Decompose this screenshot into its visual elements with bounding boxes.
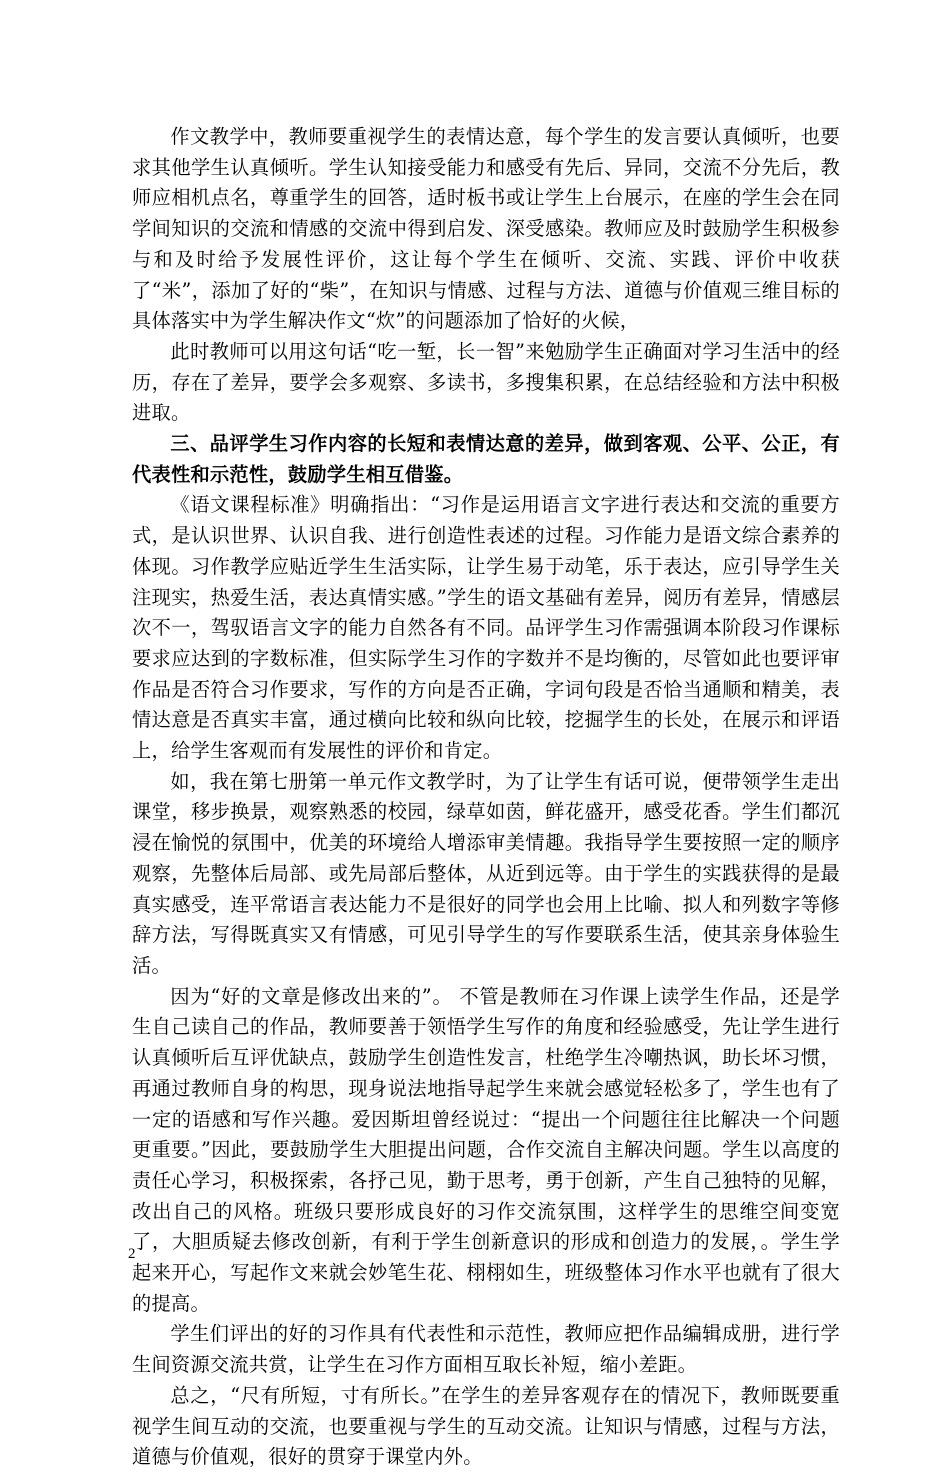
- section-heading-three: 三、品评学生习作内容的长短和表情达意的差异，做到客观、公平、公正，有代表性和示范性，鼓励学生相互借鉴。: [132, 432, 840, 486]
- paragraph-proverb-encouragement: 此时教师可以用这句话“吃一堑，长一智”来勉励学生正确面对学习生活中的经历，存在了差异，要学会多观察、多读书，多搜集积累，在总结经验和方法中积极进取。: [132, 339, 840, 425]
- paragraph-campus-observation-example: 如，我在第七册第一单元作文教学时，为了让学生有话可说，便带领学生走出课堂，移步换景，观察熟悉的校园，绿草如茵，鲜花盛开，感受花香。学生们都沉浸在愉悦的氛围中，优美的环境给人增添审美情趣。我指导学生要按照一定的顺序观察，先整体后局部、或先局部后整体，从近到远等。由于学生的实践获得的是最真实感受，连平常语言表达能力不是很好的同学也会用上比喻、拟人和列数字等修辞方法，写得既真实又有情感，可见引导学生的写作要联系生活，使其亲身体验生活。: [132, 769, 840, 977]
- paragraph-curriculum-standard: 《语文课程标准》明确指出：“习作是运用语言文字进行表达和交流的重要方式，是认识世界、认识自我、进行创造性表述的过程。习作能力是语文综合素养的体现。习作教学应贴近学生生活实际，让学生易于动笔，乐于表达，应引导学生关注现实，热爱生活，表达真情实感。”学生的语文基础有差异，阅历有差异，情感层次不一，驾驭语言文字的能力自然各有不同。品评学生习作需强调本阶段习作课标要求应达到的字数标准，但实际学生习作的字数并不是均衡的，尽管如此也要评审作品是否符合习作要求，写作的方向是否正确，字词句段是否恰当通顺和精美，表情达意是否真实丰富，通过横向比较和纵向比较，挖掘学生的长处，在展示和评语上，给学生客观而有发展性的评价和肯定。: [132, 493, 840, 763]
- page-number: 2: [128, 1246, 136, 1262]
- body-text: [132, 122, 840, 1473]
- paragraph-listening-feedback: 作文教学中，教师要重视学生的表情达意，每个学生的发言要认真倾听，也要求其他学生认真倾听。学生认知接受能力和感受有先后、异同，交流不分先后，教师应相机点名，尊重学生的回答，适时板书或让学生上台展示，在座的学生会在同学间知识的交流和情感的交流中得到启发、深受感染。教师应及时鼓励学生积极参与和及时给予发展性评价，这让每个学生在倾听、交流、实践、评价中收获了“米”，添加了好的“柴”，在知识与情感、过程与方法、道德与价值观三维目标的具体落实中为学生解决作文“炊”的问题添加了恰好的火候，: [132, 125, 840, 333]
- paragraph-showcase-works: 学生们评出的好的习作具有代表性和示范性，教师应把作品编辑成册，进行学生间资源交流共赏，让学生在习作方面相互取长补短，缩小差距。: [132, 1322, 840, 1377]
- paragraph-conclusion: 总之，“尺有所短，寸有所长。”在学生的差异客观存在的情况下，教师既要重视学生间互动的交流，也要重视与学生的互动交流。让知识与情感，过程与方法，道德与价值观，很好的贯穿于课堂内外。: [132, 1383, 840, 1469]
- paragraph-revision-practice: 因为“好的文章是修改出来的”。 不管是教师在习作课上读学生作品，还是学生自己读自己的作品，教师要善于领悟学生写作的角度和经验感受，先让学生进行认真倾听后互评优缺点，鼓励学生创造性发言，杜绝学生冷嘲热讽，助长坏习惯，再通过教师自身的构思，现身说法地指导起学生来就会感觉轻松多了，学生也有了一定的语感和写作兴趣。爱因斯坦曾经说过：“提出一个问题往往比解决一个问题更重要。”因此，要鼓励学生大胆提出问题，合作交流自主解决问题。学生以高度的责任心学习，积极探索，各抒己见，勤于思考，勇于创新，产生自己独特的见解，改出自己的风格。班级只要形成良好的习作交流氛围，这样学生的思维空间变宽了，大胆质疑去修改创新，有利于学生创新意识的形成和创造力的发展，。学生学起来开心，写起作文来就会妙笔生花、栩栩如生，班级整体习作水平也就有了很大的提高。: [132, 984, 840, 1315]
